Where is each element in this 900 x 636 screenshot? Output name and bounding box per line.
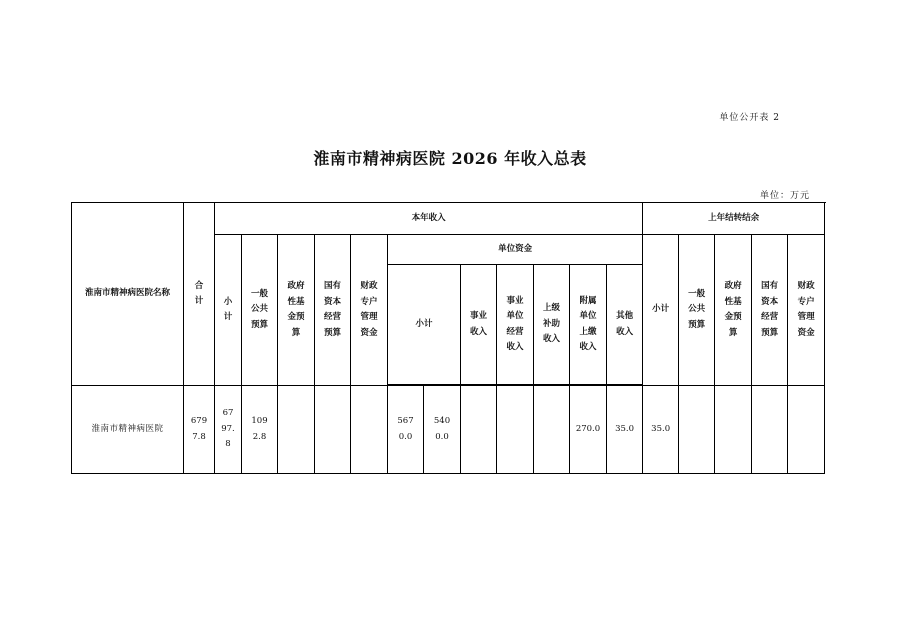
col-header-gov-fund-budget: 政府性基金预算 xyxy=(278,235,315,386)
table-row xyxy=(72,386,825,474)
col-header-current-subtotal: 小计 xyxy=(215,235,242,386)
row-general-budget: 1092.8 xyxy=(242,386,278,474)
col-header-general-budget: 一般公共预算 xyxy=(242,235,278,386)
document-title: 淮南市精神病医院 2026 年收入总表 xyxy=(313,149,587,168)
row-other-income: 270.0 xyxy=(570,386,607,474)
row-unit-operating-income xyxy=(461,386,497,474)
row-prior-fiscal-special xyxy=(752,386,788,474)
group-header-prior-year: 上年结转结余 xyxy=(643,203,825,235)
group-header-current-year: 本年收入 xyxy=(215,203,643,235)
col-header-prior-state-capital-budget: 国有资本经营预算 xyxy=(752,235,788,386)
row-superior-subsidy xyxy=(497,386,534,474)
row-current-subtotal: 6797.8 xyxy=(215,386,242,474)
row-unit-name: 淮南市精神病医院 xyxy=(72,386,184,474)
row-prior-unit-funds xyxy=(788,386,825,474)
row-prior-gov-fund-budget xyxy=(679,386,715,474)
col-header-unit-operating-income: 事业单位经营收入 xyxy=(497,265,534,385)
col-header-state-capital-budget: 国有资本经营预算 xyxy=(315,235,351,386)
unit-label: 单位：万元 xyxy=(759,191,810,201)
col-header-superior-subsidy: 上级补助收入 xyxy=(534,265,570,385)
col-header-unit-name: 淮南市精神病医院名称 xyxy=(72,203,184,386)
group-header-unit-funds: 单位资金 xyxy=(388,235,643,265)
form-number: 单位公开表 2 xyxy=(719,113,780,123)
row-total: 6797.8 xyxy=(184,386,215,474)
row-unit-subtotal: 5670.0 xyxy=(388,386,424,474)
row-gov-fund-budget xyxy=(278,386,315,474)
col-header-prior-general-budget: 一般公共预算 xyxy=(679,235,715,386)
row-affiliated-turnover xyxy=(534,386,570,474)
row-prior-subtotal: 35.0 xyxy=(607,386,643,474)
row-prior-general-budget: 35.0 xyxy=(643,386,679,474)
col-header-other-income: 其他收入 xyxy=(607,265,643,385)
income-summary-table xyxy=(71,202,825,474)
col-header-affiliated-turnover: 附属单位上缴收入 xyxy=(570,265,607,385)
row-business-income: 5400.0 xyxy=(424,386,461,474)
col-header-fiscal-special: 财政专户管理资金 xyxy=(351,235,388,386)
row-prior-state-capital-budget xyxy=(715,386,752,474)
row-state-capital-budget xyxy=(315,386,351,474)
col-header-business-income: 事业收入 xyxy=(461,265,497,385)
col-header-unit-subtotal: 小计 xyxy=(388,265,461,385)
col-header-prior-gov-fund-budget: 政府性基金预算 xyxy=(715,235,752,386)
col-header-prior-fiscal-special: 财政专户管理资金 xyxy=(788,235,825,386)
col-header-total: 合计 xyxy=(184,203,215,386)
row-fiscal-special xyxy=(351,386,388,474)
col-header-prior-subtotal: 小计 xyxy=(643,235,679,386)
